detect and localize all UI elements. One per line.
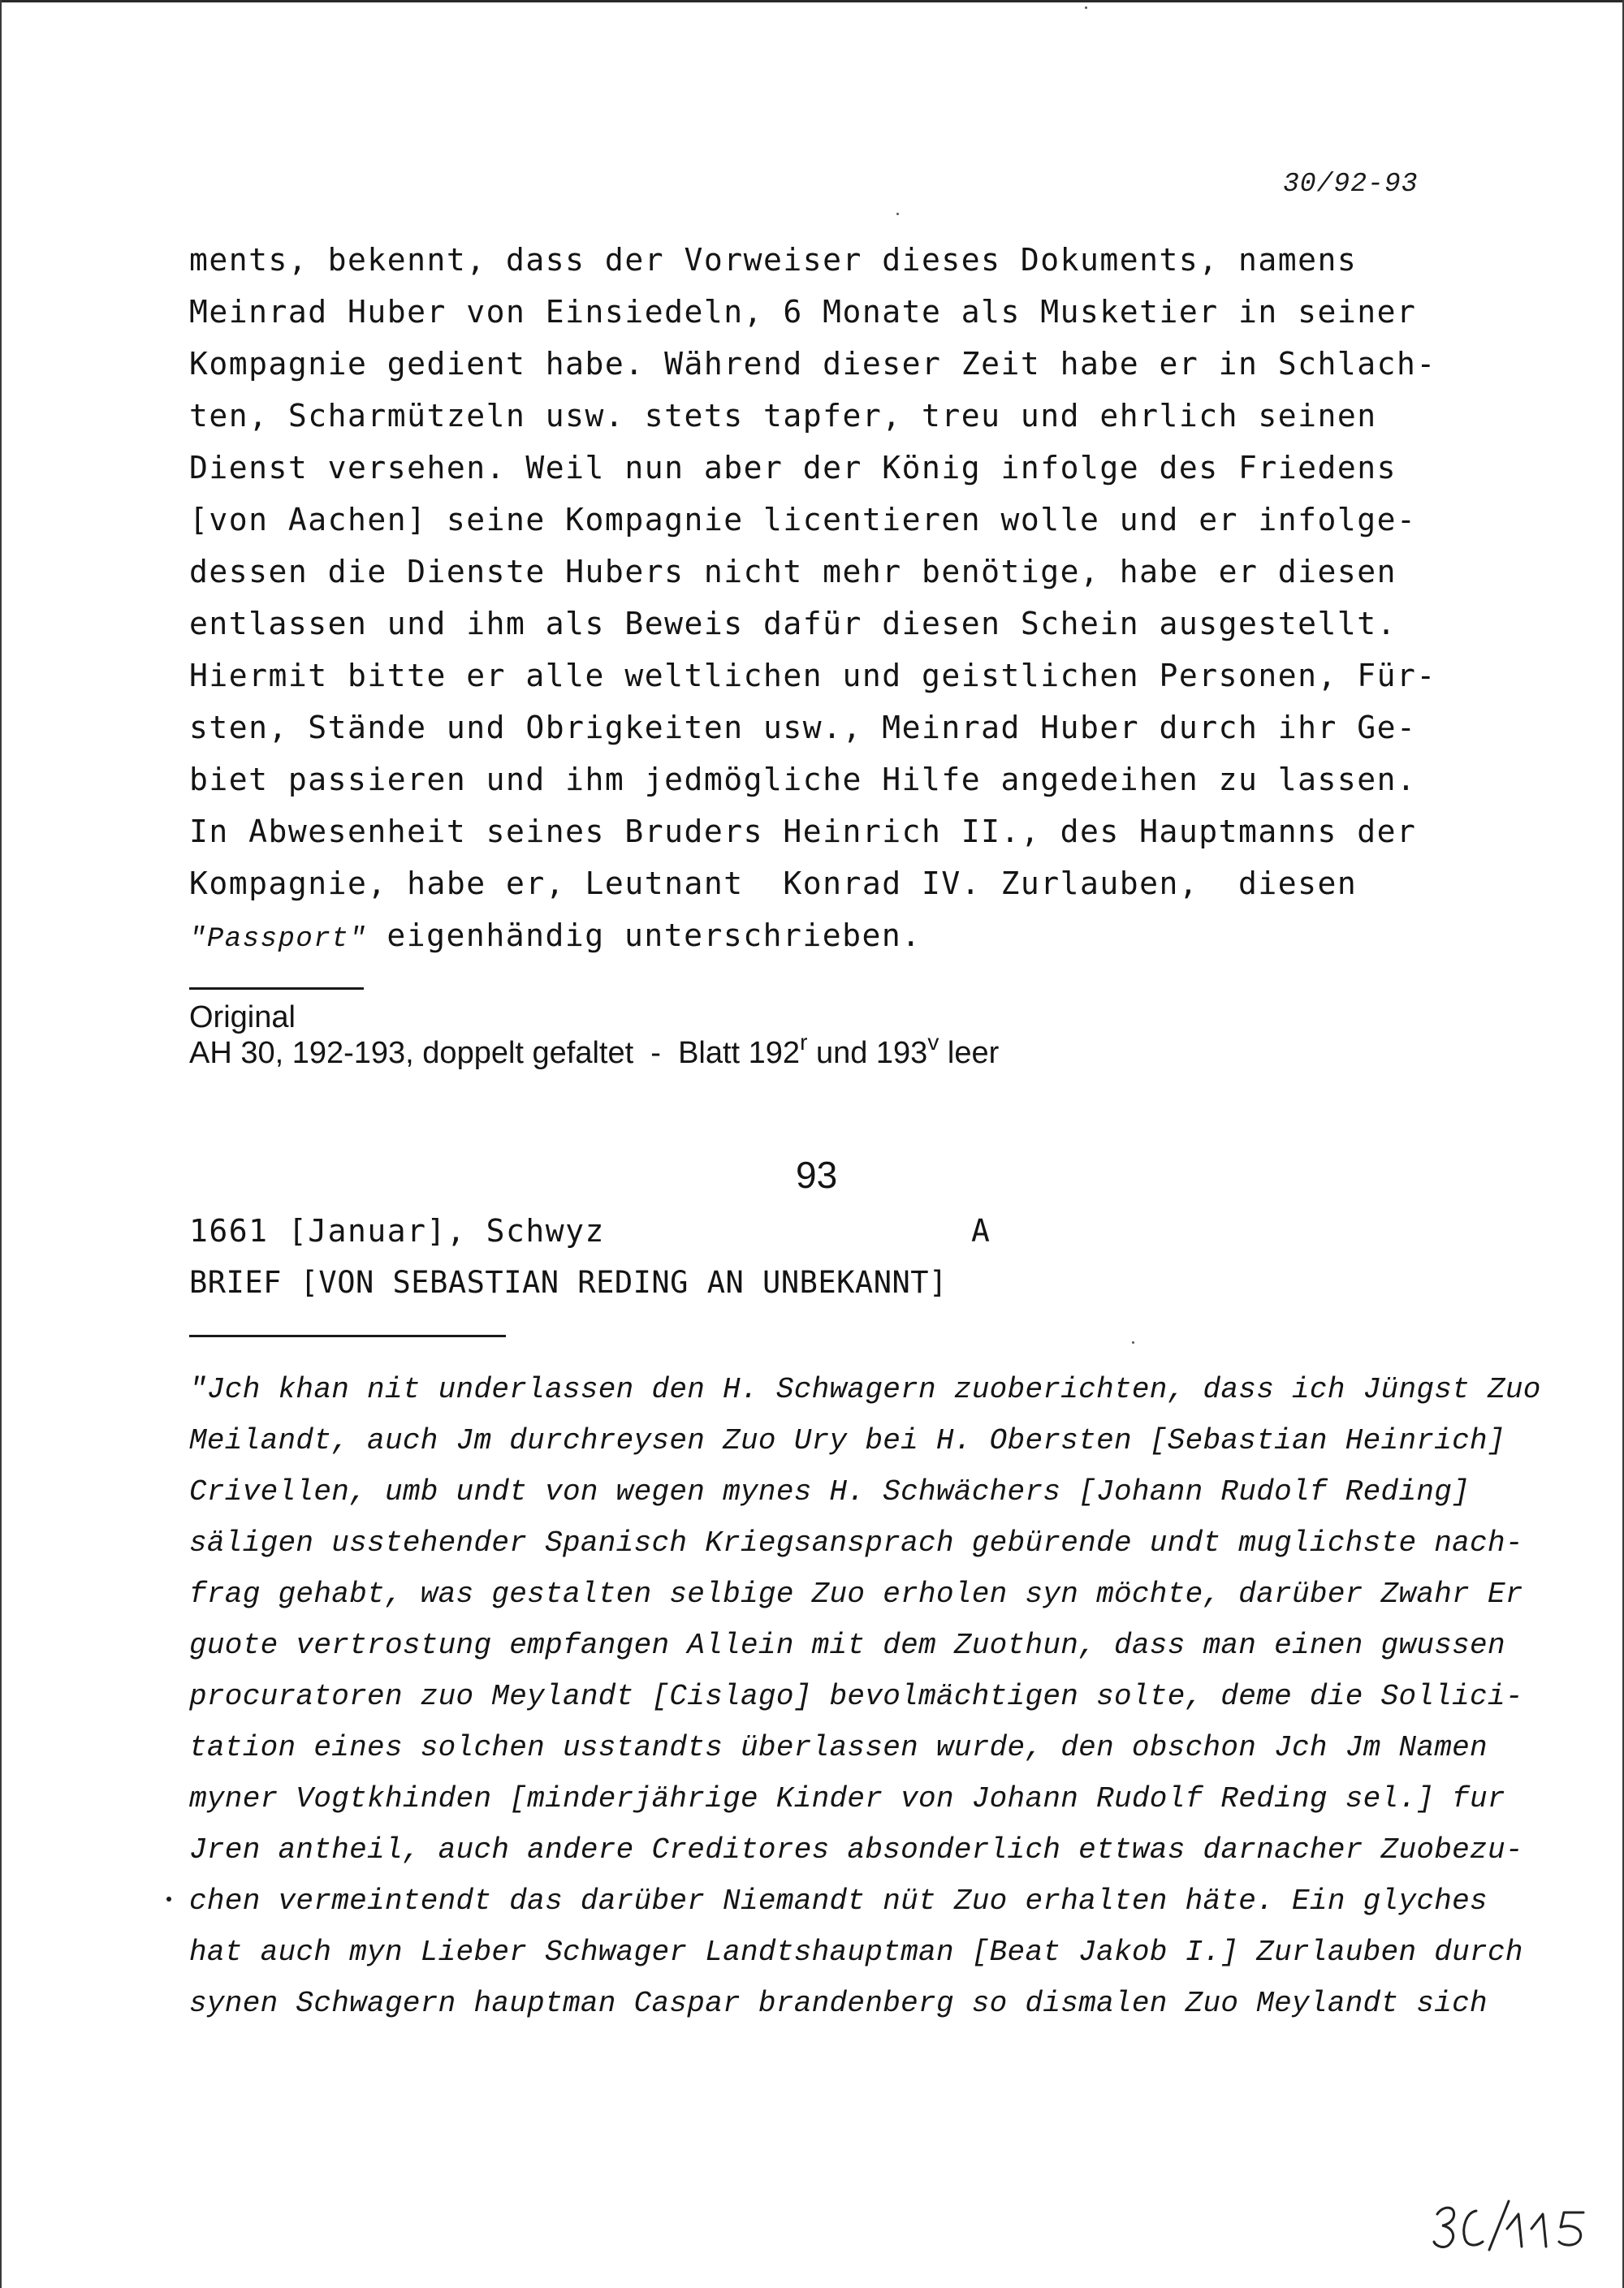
- paragraph-line: dessen die Dienste Hubers nicht mehr benötige, habe er diesen: [189, 554, 1397, 589]
- last-line-rest: eigenhändig unterschrieben.: [367, 917, 922, 953]
- paragraph-line: sten, Stände und Obrigkeiten usw., Meinrad Huber durch ihr Ge-: [189, 710, 1417, 745]
- quote-line: "Jch khan nit underlassen den H. Schwagern zuoberichten, dass ich Jüngst Zuo: [189, 1373, 1541, 1406]
- paragraph-line: Kompagnie, habe er, Leutnant Konrad IV. Zurlauben, diesen: [189, 866, 1358, 901]
- original-label: Original: [189, 1000, 296, 1034]
- paragraph-line: Kompagnie gedient habe. Während dieser Zeit habe er in Schlach-: [189, 346, 1436, 382]
- paragraph-last-line: [189, 909, 1440, 961]
- passport-quote: "Passport": [189, 924, 368, 955]
- quote-line: Jren antheil, auch andere Creditores absonderlich ettwas darnacher Zuobezu-: [189, 1833, 1523, 1867]
- quote-line: tation eines solchen usstandts überlassen wurde, den obschon Jch Jm Namen: [189, 1731, 1488, 1764]
- margin-dot: [166, 1897, 171, 1902]
- paragraph-line: Meinrad Huber von Einsiedeln, 6 Monate als Musketier in seiner: [189, 294, 1417, 330]
- paragraph-line: entlassen und ihm als Beweis dafür diesen Schein ausgestellt.: [189, 606, 1397, 641]
- title-divider: [189, 1335, 506, 1337]
- scan-border-left: [0, 0, 2, 2288]
- paragraph-line: [von Aachen] seine Kompagnie licentieren wolle und er infolge-: [189, 502, 1417, 537]
- paragraph-line: Dienst versehen. Weil nun aber der König infolge des Friedens: [189, 450, 1397, 486]
- date-place-heading: 1661 [Januar], Schwyz: [189, 1213, 605, 1249]
- scan-speck: [896, 213, 899, 215]
- document-number: 93: [796, 1154, 838, 1196]
- paragraph-line: Hiermit bitte er alle weltlichen und geistlichen Personen, Für-: [189, 658, 1436, 693]
- paragraph-line: ments, bekennt, dass der Vorweiser dieses Dokuments, namens: [189, 242, 1358, 278]
- quote-line: procuratoren zuo Meylandt [Cislago] bevolmächtigen solte, deme die Sollici-: [189, 1680, 1523, 1713]
- letter-code: A: [971, 1213, 990, 1249]
- location-end: leer: [939, 1036, 1000, 1070]
- original-location: [189, 1030, 1000, 1071]
- document-title: BRIEF [VON SEBASTIAN REDING AN UNBEKANNT]: [189, 1265, 948, 1300]
- quote-line: synen Schwagern hauptman Caspar brandenberg so dismalen Zuo Meylandt sich: [189, 1987, 1488, 2020]
- quote-line: Meilandt, auch Jm durchreysen Zuo Ury bei H. Obersten [Sebastian Heinrich]: [189, 1424, 1505, 1457]
- scan-speck: [1132, 1341, 1134, 1344]
- superscript-recto: r: [800, 1030, 808, 1055]
- location-text: AH 30, 192-193, doppelt gefaltet - Blatt 192: [189, 1036, 801, 1070]
- location-middle: und 193: [807, 1036, 928, 1070]
- quote-line: guote vertrostung empfangen Allein mit dem Zuothun, dass man einen gwussen: [189, 1629, 1505, 1662]
- paragraph-line: biet passieren und ihm jedmögliche Hilfe angedeihen zu lassen.: [189, 762, 1417, 797]
- quote-line: myner Vogtkhinden [minderjährige Kinder von Johann Rudolf Reding sel.] fur: [189, 1782, 1505, 1815]
- handwritten-page-note: [1429, 2196, 1600, 2253]
- quote-line: Crivellen, umb undt von wegen mynes H. Schwächers [Johann Rudolf Reding]: [189, 1475, 1471, 1509]
- quote-line: säligen usstehender Spanisch Kriegsansprach gebürende undt muglichste nach-: [189, 1526, 1523, 1560]
- paragraph-line: ten, Scharmützeln usw. stets tapfer, treu und ehrlich seinen: [189, 398, 1377, 434]
- scan-border-top: [0, 0, 1624, 2]
- quote-line: hat auch myn Lieber Schwager Landtshauptman [Beat Jakob I.] Zurlauben durch: [189, 1936, 1523, 1969]
- section-divider: [189, 987, 364, 990]
- quoted-letter-text: [189, 1364, 1541, 2029]
- quote-line: frag gehabt, was gestalten selbige Zuo erholen syn möchte, darüber Zwahr Er: [189, 1578, 1523, 1611]
- paragraph-line: In Abwesenheit seines Bruders Heinrich II., des Hauptmanns der: [189, 814, 1417, 849]
- quote-line: chen vermeintendt das darüber Niemandt nüt Zuo erhalten häte. Ein glyches: [189, 1884, 1488, 1918]
- page-reference: 30/92-93: [1283, 169, 1419, 199]
- summary-paragraph: [189, 234, 1440, 961]
- scan-speck: [1085, 6, 1087, 9]
- superscript-verso: v: [927, 1030, 939, 1055]
